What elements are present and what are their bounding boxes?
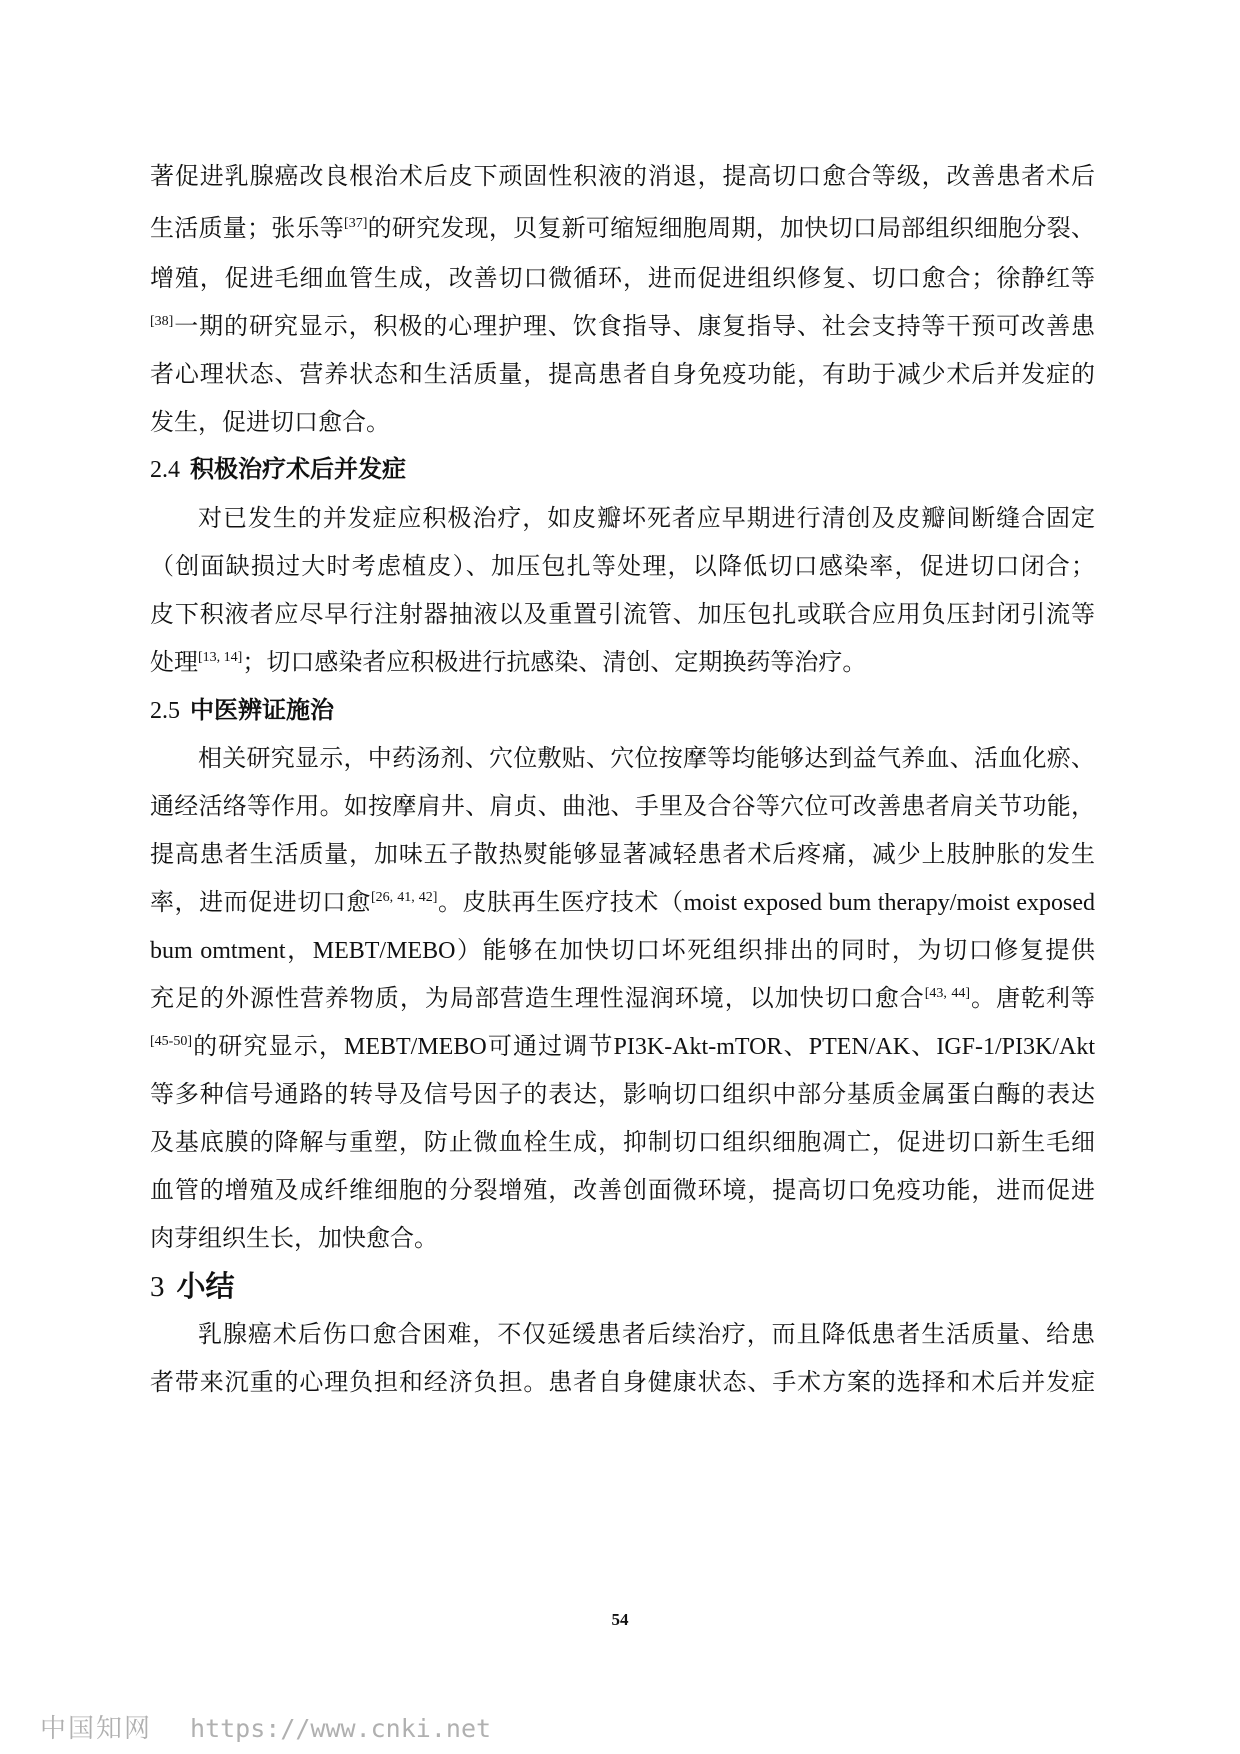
para3-line-9: 及基底膜的降解与重塑，防止微血栓生成，抑制切口组织细胞凋亡，促进切口新生毛细 xyxy=(150,1128,1095,1156)
para3-line-6 xyxy=(150,982,1095,1014)
para2-line-4 xyxy=(150,646,1095,678)
text: ）能够在加快切口坏死组织排出的同时，为切口修复提供 xyxy=(455,936,1095,964)
section-heading-3 xyxy=(150,1268,235,1305)
citation-ref[interactable]: [45-50] xyxy=(150,1034,192,1049)
para3-line-11: 肉芽组织生长，加快愈合。 xyxy=(150,1224,438,1252)
text: 的研究发现，贝复新可缩短细胞周期，加快切口局部组织细胞分裂、 xyxy=(367,214,1096,242)
para3-line-2: 通经活络等作用。如按摩肩井、肩贞、曲池、手里及合谷等穴位可改善患者肩关节功能， xyxy=(150,792,1095,820)
text: 率，进而促进切口愈 xyxy=(150,888,371,916)
para3-line-5 xyxy=(150,934,1095,967)
section-heading-2-4 xyxy=(150,453,406,486)
para3-line-10: 血管的增殖及成纤维细胞的分裂增殖，改善创面微环境，提高切口免疫功能，进而促进 xyxy=(150,1176,1095,1204)
cnki-watermark xyxy=(40,1708,491,1745)
text: moist exposed bum therapy/moist exposed xyxy=(683,890,1096,916)
para1-line-4 xyxy=(150,310,1095,342)
section-heading-2-5 xyxy=(150,694,334,727)
section-number: 2.4 xyxy=(150,457,180,483)
para3-line-8: 等多种信号通路的转导及信号因子的表达，影响切口组织中部分基质金属蛋白酶的表达 xyxy=(150,1080,1095,1108)
citation-ref[interactable]: [43, 44] xyxy=(924,986,971,1001)
text: ；切口感染者应积极进行抗感染、清创、定期换药等治疗。 xyxy=(242,648,867,676)
text: 充足的外源性营养物质，为局部营造生理性湿润环境，以加快切口愈合 xyxy=(150,984,925,1012)
para4-line-2: 者带来沉重的心理负担和经济负担。患者自身健康状态、手术方案的选择和术后并发症 xyxy=(150,1368,1095,1396)
section-title: 积极治疗术后并发症 xyxy=(190,454,406,483)
text: 的研究显示， xyxy=(192,1032,344,1060)
para4-line-1: 乳腺癌术后伤口愈合困难，不仅延缓患者后续治疗，而且降低患者生活质量、给患 xyxy=(198,1320,1095,1348)
para2-line-3: 皮下积液者应尽早行注射器抽液以及重置引流管、加压包扎或联合应用负压封闭引流等 xyxy=(150,600,1095,628)
para1-line-3: 增殖，促进毛细血管生成，改善切口微循环，进而促进组织修复、切口愈合；徐静红等 xyxy=(150,264,1095,292)
para1-line-6: 发生，促进切口愈合。 xyxy=(150,408,390,436)
para1-line-5: 者心理状态、营养状态和生活质量，提高患者自身免疫功能，有助于减少术后并发症的 xyxy=(150,360,1095,388)
watermark-text: 中国知网 xyxy=(40,1714,153,1744)
para1-line-2 xyxy=(150,212,1095,244)
text: MEBT/MEBO xyxy=(344,1034,487,1060)
para3-line-3: 提高患者生活质量，加味五子散热熨能够显著减轻患者术后疼痛，减少上肢肿胀的发生 xyxy=(150,840,1095,868)
text: 一期的研究显示，积极的心理护理、饮食指导、康复指导、社会支持等干预可改善患 xyxy=(173,312,1095,340)
text: PI3K-Akt-mTOR、PTEN/AK、IGF-1/PI3K/Akt xyxy=(613,1034,1096,1060)
section-number: 2.5 xyxy=(150,698,180,724)
citation-ref[interactable]: [37] xyxy=(344,216,368,231)
section-title: 中医辨证施治 xyxy=(190,695,334,724)
citation-ref[interactable]: [13, 14] xyxy=(198,650,243,665)
para3-line-7 xyxy=(150,1030,1095,1063)
para3-line-4 xyxy=(150,886,1095,919)
text: 处理 xyxy=(150,648,198,676)
text: 生活质量；张乐等 xyxy=(150,214,345,242)
para1-line-1: 著促进乳腺癌改良根治术后皮下顽固性积液的消退，提高切口愈合等级，改善患者术后 xyxy=(150,162,1095,190)
para2-line-1: 对已发生的并发症应积极治疗，如皮瓣坏死者应早期进行清创及皮瓣间断缝合固定 xyxy=(198,504,1095,532)
watermark-url[interactable]: https://www.cnki.net xyxy=(190,1714,492,1743)
text: 可通过调节 xyxy=(486,1032,614,1060)
citation-ref[interactable]: [38] xyxy=(150,314,174,329)
text: bum omtment，MEBT/MEBO xyxy=(150,938,456,964)
para2-line-2: （创面缺损过大时考虑植皮）、加压包扎等处理，以降低切口感染率，促进切口闭合； xyxy=(150,552,1095,580)
page-number: 54 xyxy=(611,1610,629,1629)
text: 。皮肤再生医疗技术（ xyxy=(437,888,684,916)
citation-ref[interactable]: [26, 41, 42] xyxy=(370,890,438,905)
para3-line-1: 相关研究显示，中药汤剂、穴位敷贴、穴位按摩等均能够达到益气养血、活血化瘀、 xyxy=(198,744,1095,772)
section-title: 小结 xyxy=(176,1269,235,1303)
text: 。唐乾利等 xyxy=(970,984,1096,1012)
section-number: 3 xyxy=(150,1271,165,1303)
